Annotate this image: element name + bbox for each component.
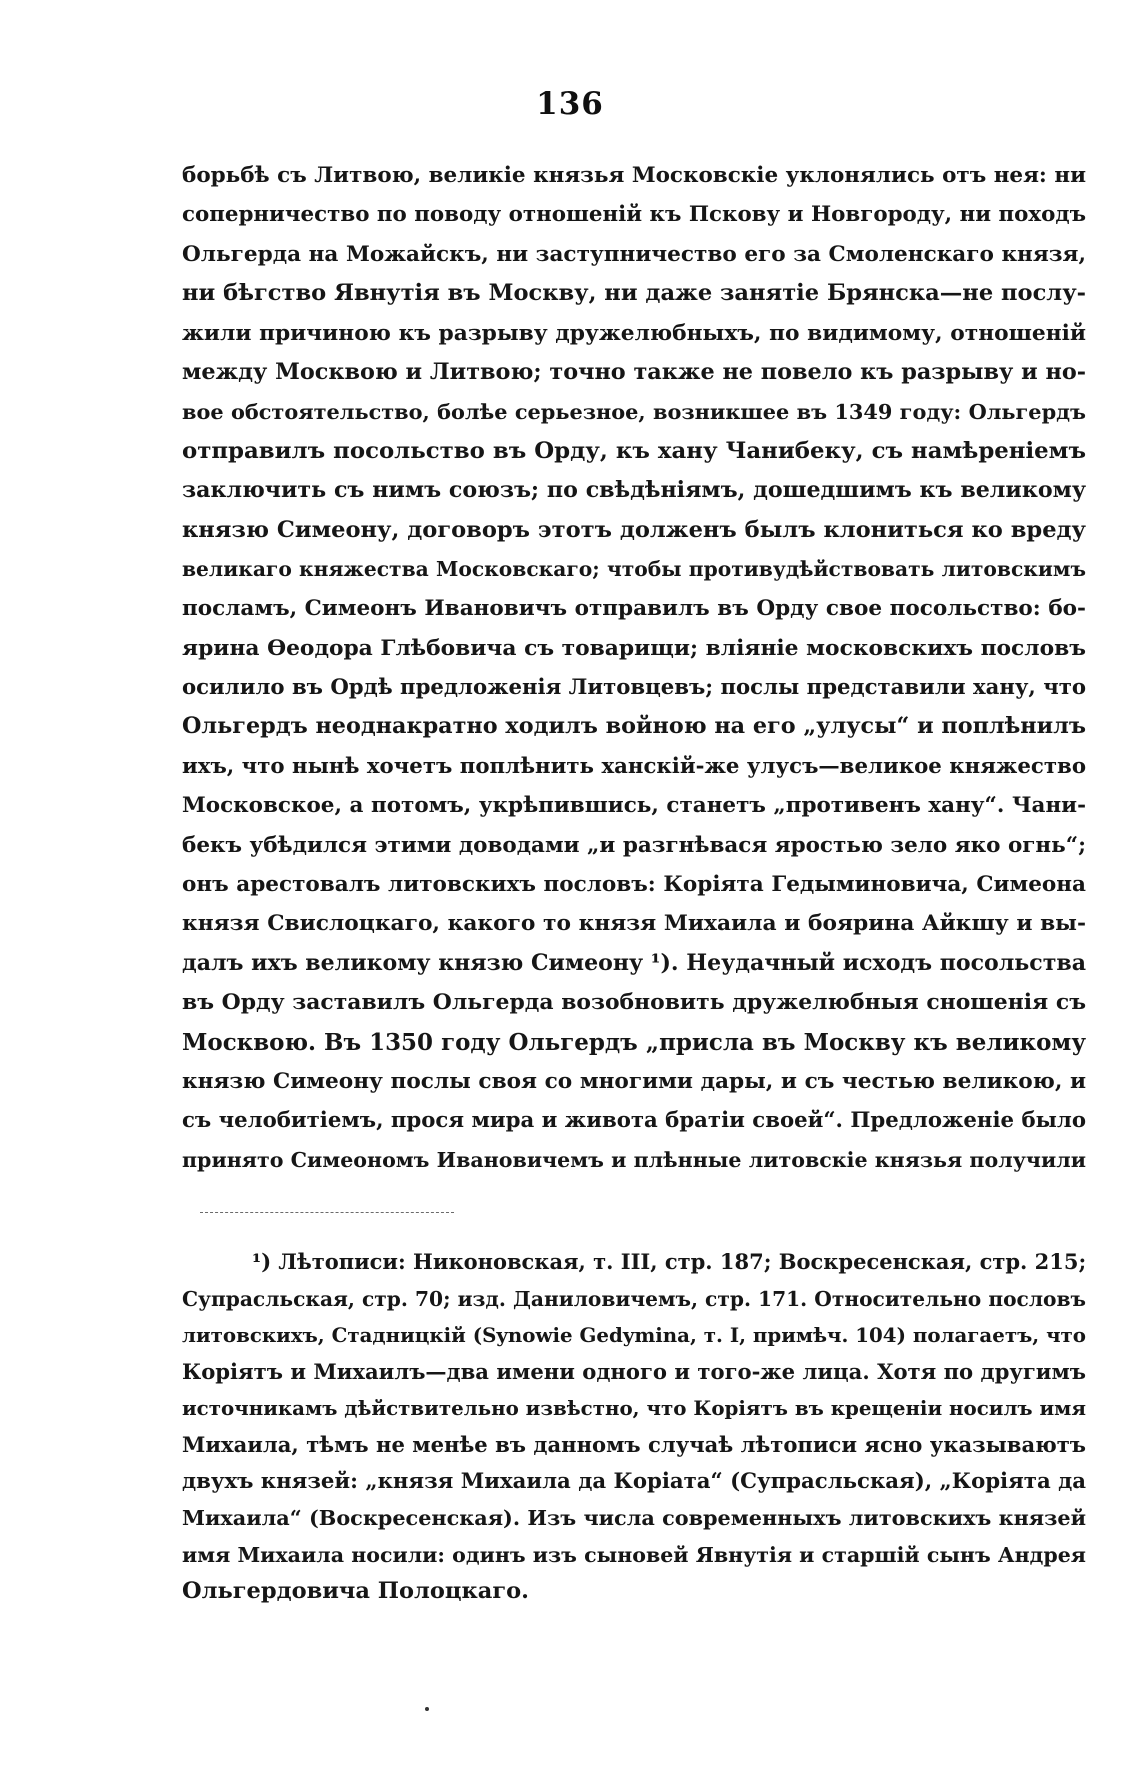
footnote-block (182, 1244, 1086, 1610)
text-line: заключить съ нимъ союзъ; по свѣдѣніямъ, дошедшимъ къ великому (182, 477, 1086, 504)
page-number: 136 (536, 86, 604, 122)
text-line: Ольгерда на Можайскъ, ни заступничество его за Смоленскаго князя, (182, 241, 1086, 267)
text-line: принято Симеономъ Ивановичемъ и плѣнные литовскіе князья получили (182, 1147, 1086, 1172)
footnote-line: литовскихъ, Стадницкій (Synowie Gedymina, т. I, примѣч. 104) полагаетъ, что (182, 1323, 1086, 1348)
text-line: Ольгердъ неоднакратно ходилъ войною на его „улусы“ и поплѣнилъ (182, 713, 1086, 740)
text-line: борьбѣ съ Литвою, великіе князья Московскіе уклонялись отъ нея: ни (182, 163, 1086, 188)
footnote-line: имя Михаила носили: одинъ изъ сыновей Явнутія и старшій сынъ Андрея (182, 1542, 1086, 1567)
footnote-line: Ольгердовича Полоцкаго. (182, 1578, 529, 1605)
text-line: князю Симеону послы своя со многими дары, и съ честью великою, и (182, 1068, 1086, 1094)
text-line: посламъ, Симеонъ Ивановичъ отправилъ въ Орду свое посольство: бо- (182, 596, 1086, 622)
text-line: великаго княжества Московскаго; чтобы противудѣйствовать литовскимъ (182, 556, 1086, 581)
text-line: далъ ихъ великому князю Симеону ¹). Неудачный исходъ посольства (182, 949, 1086, 976)
text-line: онъ арестовалъ литовскихъ пословъ: Коріята Гедыминовича, Симеона (182, 872, 1086, 898)
footnote-line: ¹) Лѣтописи: Никоновская, т. III, стр. 187; Воскресенская, стр. 215; (252, 1249, 1087, 1274)
ink-speck (425, 1707, 429, 1711)
footnote-separator (200, 1212, 454, 1213)
footnote-line: Коріятъ и Михаилъ—два имени одного и того-же лица. Хотя по другимъ (182, 1358, 1086, 1384)
footnote-line: источникамъ дѣйствительно извѣстно, что Коріятъ въ крещеніи носилъ имя (182, 1396, 1087, 1421)
text-line: князя Свислоцкаго, какого то князя Михаила и боярина Айкшу и вы- (182, 911, 1086, 937)
text-line: жили причиною къ разрыву дружелюбныхъ, по видимому, отношеній (182, 320, 1086, 346)
text-line: вое обстоятельство, болѣе серьезное, возникшее въ 1349 году: Ольгердъ (182, 399, 1086, 425)
text-line: ярина Ѳеодора Глѣбовича съ товарищи; вліяніе московскихъ пословъ (182, 635, 1086, 661)
footnote-line: двухъ князей: „князя Михаила да Коріата“ (Супрасльская), „Коріята да (182, 1468, 1086, 1494)
text-line: князю Симеону, договоръ этотъ долженъ былъ клониться ко вреду (182, 516, 1086, 543)
footnote-line: Супрасльская, стр. 70; изд. Даниловичемъ, стр. 171. Относительно пословъ (182, 1286, 1086, 1311)
footnote-line: Михаила, тѣмъ не менѣе въ данномъ случаѣ лѣтописи ясно указываютъ (182, 1431, 1086, 1457)
text-line: бекъ убѣдился этими доводами „и разгнѣвася яростью зело яко огнь“; (182, 832, 1086, 858)
text-line: отправилъ посольство въ Орду, къ хану Чанибеку, съ намѣреніемъ (182, 437, 1086, 464)
text-line: между Москвою и Литвою; точно также не повело къ разрыву и но- (182, 358, 1086, 385)
text-line: Московское, а потомъ, укрѣпившись, станетъ „противенъ хану“. Чани- (182, 793, 1086, 819)
text-line: ихъ, что нынѣ хочетъ поплѣнить ханскій-же улусъ—великое княжество (182, 753, 1086, 779)
text-line: ни бѣгство Явнутія въ Москву, ни даже занятіе Брянска—не послу- (182, 280, 1086, 307)
main-text-block (182, 156, 1086, 1180)
footnote-line: Михаила“ (Воскресенская). Изъ числа современныхъ литовскихъ князей (182, 1505, 1086, 1531)
text-line: осилило въ Ордѣ предложенія Литовцевъ; послы представили хану, что (182, 675, 1086, 701)
text-line: съ челобитіемъ, прося мира и живота братіи своей“. Предложеніе было (182, 1108, 1086, 1134)
text-line: въ Орду заставилъ Ольгерда возобновить дружелюбныя сношенія съ (182, 989, 1086, 1016)
text-line: Москвою. Въ 1350 году Ольгердъ „присла въ Москву къ великому (182, 1028, 1086, 1056)
text-line: соперничество по поводу отношеній къ Пскову и Новгороду, ни походъ (182, 202, 1086, 228)
